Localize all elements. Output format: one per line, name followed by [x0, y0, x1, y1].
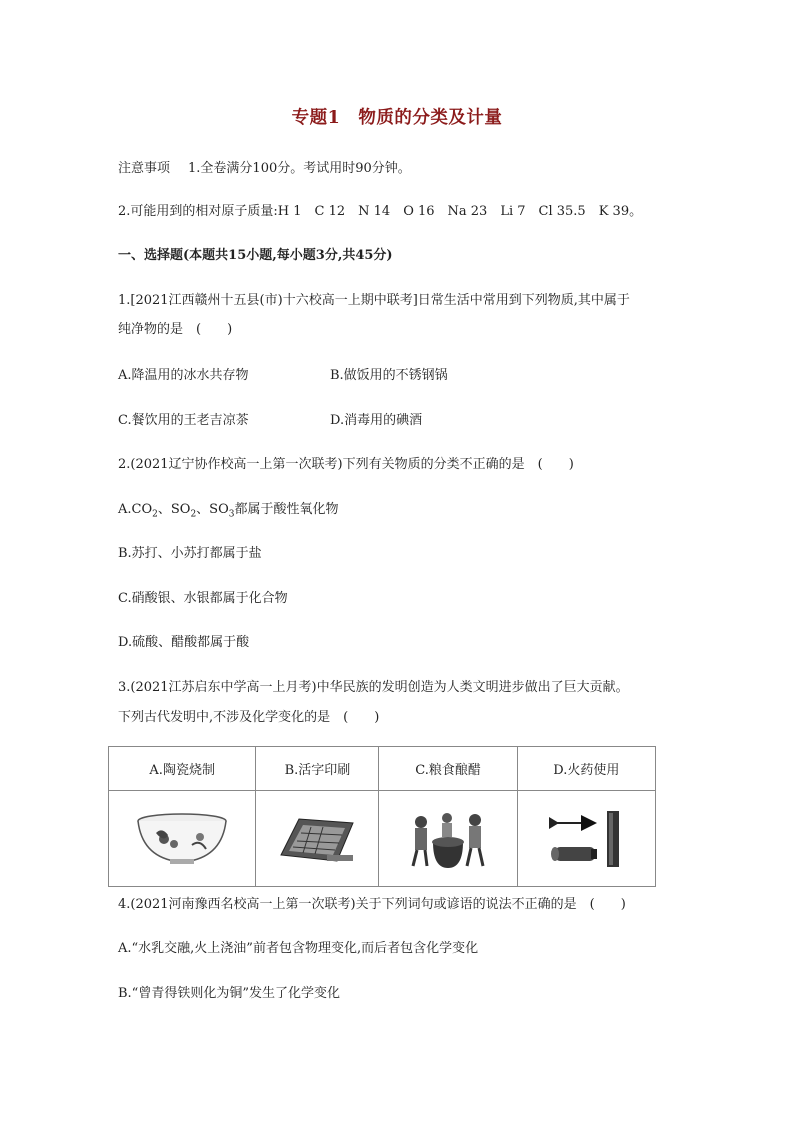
q2-option-d: D.硫酸、醋酸都属于酸	[118, 635, 250, 650]
q1-option-a: A.降温用的冰水共存物	[118, 368, 249, 383]
notes-label: 注意事项	[118, 161, 171, 176]
notes-item-2: 2.可能用到的相对原子质量:H 1 C 12 N 14 O 16 Na 23 Li 7 Cl 35.5 K 39。	[118, 204, 643, 219]
q3-table	[108, 746, 656, 887]
q3-image-cell-b	[256, 791, 379, 887]
movable-type-image	[277, 811, 357, 867]
q1-option-d: D.消毒用的碘酒	[330, 413, 423, 428]
notes-item-1: 1.全卷满分100分。考试用时90分钟。	[188, 161, 411, 176]
q1-stem-line1: 1.[2021江西赣州十五县(市)十六校高一上期中联考]日常生活中常用到下列物质,其中属于	[118, 293, 630, 308]
q1-option-b: B.做饭用的不锈钢锅	[330, 368, 448, 383]
q3-header-a: A.陶瓷烧制	[109, 747, 256, 791]
q3-header-d: D.火药使用	[517, 747, 655, 791]
gunpowder-weapon-image	[541, 805, 631, 873]
vinegar-brewing-image	[403, 808, 493, 870]
q3-table-image-row	[109, 791, 656, 887]
q2-option-a: $A.CO_2$、$SO_2$、$SO_3$都属于酸性氧化物	[118, 502, 339, 520]
q1-option-c: C.餐饮用的王老吉凉茶	[118, 413, 249, 428]
q3-table-header-row	[109, 747, 656, 791]
q3-header-b: B.活字印刷	[256, 747, 379, 791]
page-title: 专题1 物质的分类及计量	[291, 108, 503, 128]
q1-options-row1	[118, 367, 448, 385]
q2-option-b: B.苏打、小苏打都属于盐	[118, 546, 262, 561]
q2-option-c: C.硝酸银、水银都属于化合物	[118, 591, 288, 606]
q4-option-a: A.“水乳交融,火上浇油”前者包含物理变化,而后者包含化学变化	[118, 941, 479, 956]
q3-image-cell-d	[517, 791, 655, 887]
q1-stem-line2: 纯净物的是 ( )	[118, 322, 233, 337]
q3-image-cell-c	[379, 791, 517, 887]
q3-header-c: C.粮食酿醋	[379, 747, 517, 791]
q3-stem-line1: 3.(2021江苏启东中学高一上月考)中华民族的发明创造为人类文明进步做出了巨大贡献。	[118, 680, 629, 695]
q3-stem-line2: 下列古代发明中,不涉及化学变化的是 ( )	[118, 710, 380, 725]
q4-option-b: B.“曾青得铁则化为铜”发生了化学变化	[118, 986, 340, 1001]
notes-line	[118, 160, 411, 178]
q4-stem: 4.(2021河南豫西名校高一上第一次联考)关于下列词句或谚语的说法不正确的是 ( )	[118, 897, 626, 912]
q3-image-cell-a	[109, 791, 256, 887]
section-heading: 一、选择题(本题共15小题,每小题3分,共45分)	[118, 248, 393, 263]
porcelain-bowl-image	[134, 811, 230, 867]
q1-options-row2	[118, 412, 423, 430]
q2-stem: 2.(2021辽宁协作校高一上第一次联考)下列有关物质的分类不正确的是 ( )	[118, 457, 574, 472]
